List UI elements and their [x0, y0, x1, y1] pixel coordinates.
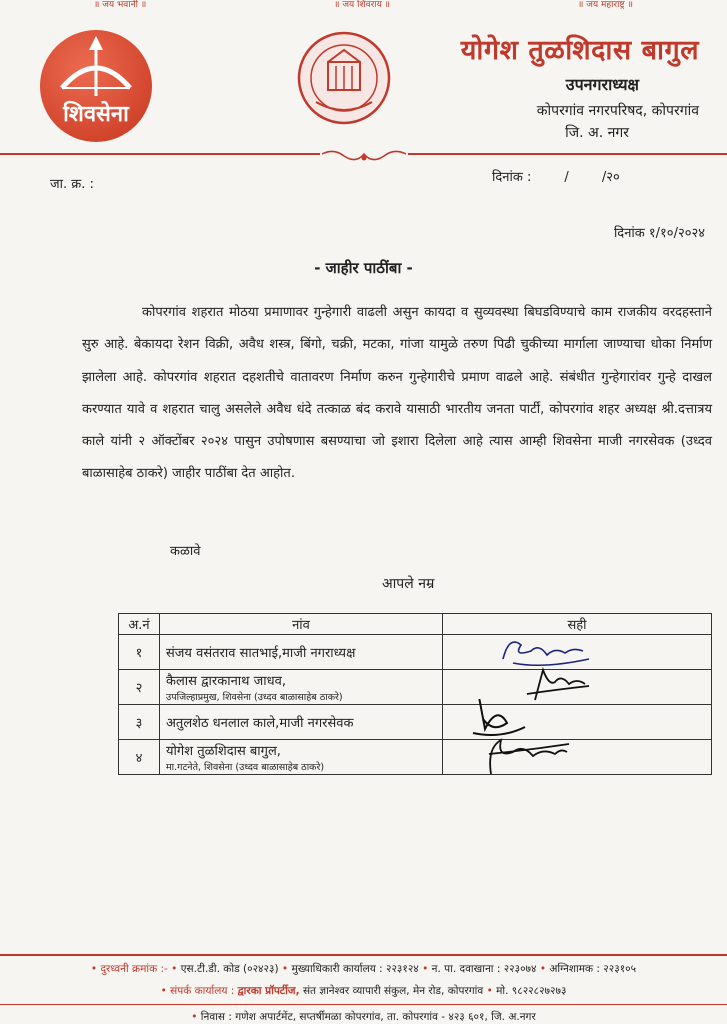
seal-emblem-icon: [296, 30, 392, 126]
footer-divider: [0, 954, 727, 956]
header-name: नांव: [160, 614, 443, 635]
header-serial: अ.नं: [119, 614, 160, 635]
letterhead-name-block: [461, 30, 699, 142]
footer-hospital: न. पा. दवाखाना : २२३०७४: [431, 963, 537, 975]
closing-text: आपले नम्र: [382, 576, 435, 592]
signature-cell: [443, 740, 712, 775]
row-name-cell: [160, 705, 443, 740]
footer-divider-2: [0, 1004, 727, 1005]
row-name-cell: [160, 740, 443, 775]
row-name-cell: [160, 635, 443, 670]
header-signature: सही: [443, 614, 712, 635]
row-name-cell: [160, 670, 443, 705]
footer-residence-line: • निवास : गणेश अपार्टमेंट, सप्तर्षीमळा कोपरगांव, ता. कोपरगांव - ४२३ ६०१, जि. अ.नगर: [191, 1011, 536, 1023]
row-serial: ३: [119, 705, 160, 740]
shivsena-logo: [40, 30, 152, 142]
reference-number-label: जा. क्र. :: [50, 177, 94, 192]
letterhead-name: योगेश तुळशिदास बागुल: [460, 35, 699, 66]
letter-date: दिनांक १/१०/२०२४: [613, 226, 705, 241]
row-serial: १: [119, 635, 160, 670]
footer-phone-label: दुरध्वनी क्रमांक :-: [100, 963, 168, 975]
district: जि. अ. नगर: [565, 125, 629, 141]
footer-std: एस.टी.डी. कोड (०२४२३): [180, 963, 279, 975]
row-subtitle: मा.गटनेते, शिवसेना (उध्दव बाळासाहेब ठाकरे): [166, 762, 325, 773]
footer-mobile: मो. ९८२२८२७२७३: [496, 985, 567, 997]
footer-phone-line: • दुरध्वनी क्रमांक :- • एस.टी.डी. कोड (०२४२३) • मुख्याधिकारी कार्यालय : २२३१२४ • न. पा. दवाखाना : २२३०७४ • अग्निशामक : २२३१०५: [90, 963, 637, 975]
row-name: संजय वसंतराव सातभाई,माजी नगराध्यक्ष: [166, 646, 356, 661]
top-strip-text-3: ॥ जय महाराष्ट्र ॥: [577, 0, 634, 10]
top-strip: [0, 0, 727, 12]
logo-text: शिवसेना: [63, 102, 129, 127]
footer-chief-office: मुख्याधिकारी कार्यालय : २२३१२४: [291, 963, 419, 975]
footer-residence: निवास : गणेश अपार्टमेंट, सप्तर्षीमळा कोपरगांव, ता. कोपरगांव - ४२३ ६०१, जि. अ.नगर: [200, 1011, 536, 1023]
footer-fire: अग्निशामक : २२३१०५: [549, 963, 637, 975]
row-serial: २: [119, 670, 160, 705]
top-strip-text-2: ॥ जय शिवराय ॥: [334, 0, 391, 10]
footer-brand: द्वारका प्रॉपर्टीज,: [237, 985, 300, 997]
signature-table: [118, 613, 712, 775]
reference-date-label: दिनांक : / /२०: [492, 170, 620, 185]
row-name: अतुलशेठ धनलाल काले,माजी नगरसेवक: [166, 716, 354, 731]
municipal-seal: [296, 30, 392, 126]
table-row: [119, 740, 712, 775]
designation: उपनगराध्यक्ष: [565, 75, 639, 94]
kalave-text: कळावे: [170, 544, 201, 559]
footer-contact-label: संपर्क कार्यालय :: [170, 985, 235, 997]
letter-body: कोपरगांव शहरात मोठया प्रमाणावर गुन्हेगारी वाढली असुन कायदा व सुव्यवस्था बिघडविण्याचे काम राजकीय वरदहस्ताने सुरु आहे. बेकायदा रेशन विक्री, अवैध शस्त्र, बिंगो, चक्री, मटका, गांजा यामुळे तरुण पिढी चुकीच्या मार्गाला जाण्याचा धोका निर्माण झालेला आहे. कोपरगांव शहरात दहशतीचे वातावरण निर्माण करुन गुन्हेगारीचे प्रमाण वाढले आहे. संबंधीत गुन्हेगारांवर गुन्हे दाखल करण्यात यावे व शहरात चालु असलेले अवैध धंदे तत्काळ बंद करावे यासाठी भारतीय जनता पार्टी, कोपरगांव शहर अध्यक्ष श्री.दत्तात्रय काले यांनी २ ऑक्टोंबर २०२४ पासुन उपोषणास बसण्याचा जो इशारा दिलेला आहे त्यास आम्ही शिवसेना माजी नगरसेवक (उध्दव बाळासाहेब ठाकरे) जाहीर पाठींबा देत आहोत.: [82, 305, 712, 482]
footer-address: संत ज्ञानेश्वर व्यापारी संकुल, मेन रोड, कोपरगांव: [302, 985, 484, 997]
row-serial: ४: [119, 740, 160, 775]
letter-subject: - जाहीर पाठींबा -: [314, 259, 413, 277]
row-subtitle: उपजिल्हाप्रमुख, शिवसेना (उध्दव बाळासाहेब ठाकरे): [166, 692, 343, 703]
signature-mark: [443, 734, 683, 778]
organization: कोपरगांव नगरपरिषद, कोपरगांव: [536, 103, 699, 119]
top-strip-text-1: ॥ जय भवानी ॥: [93, 0, 147, 10]
row-name: कैलास द्वारकानाथ जाधव,: [166, 674, 286, 689]
footer-contact-line: • संपर्क कार्यालय : द्वारका प्रॉपर्टीज, संत ज्ञानेश्वर व्यापारी संकुल, मेन रोड, कोपरगांव • मो. ९८२२८२७२७३: [160, 985, 567, 997]
row-name: योगेश तुळशिदास बागुल,: [166, 744, 281, 759]
